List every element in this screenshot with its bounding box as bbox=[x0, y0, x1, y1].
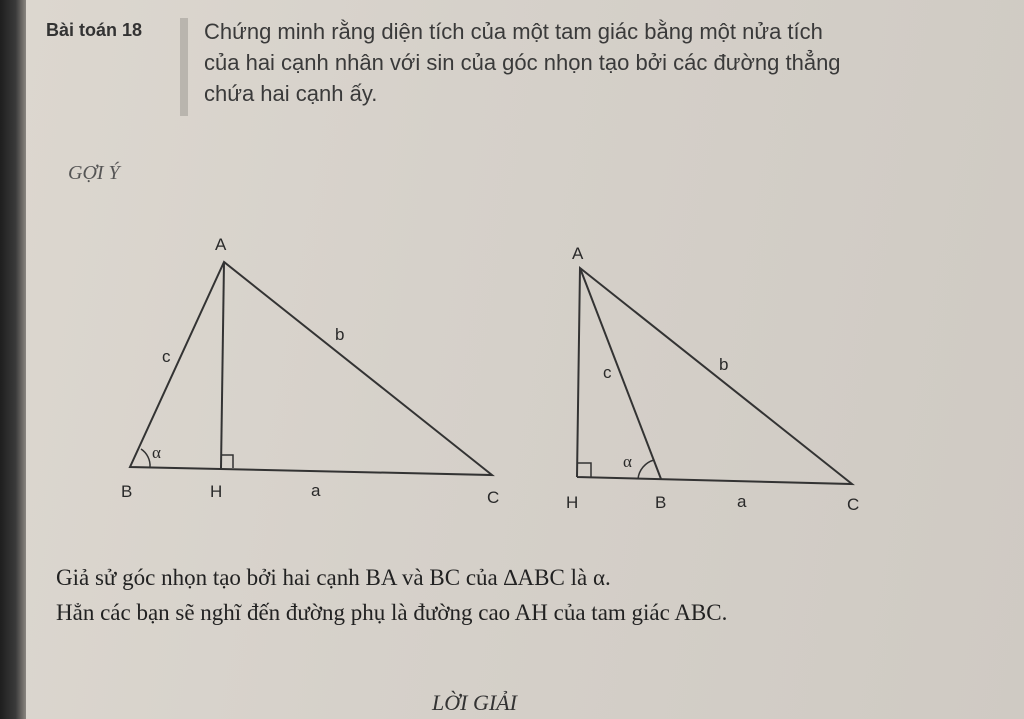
fig1-vertex-b: B bbox=[121, 482, 133, 501]
problem-line: chứa hai cạnh ấy. bbox=[204, 81, 378, 106]
body-line: Hẳn các bạn sẽ nghĩ đến đường phụ là đường cao AH của tam giác ABC. bbox=[56, 600, 728, 625]
figure-1 bbox=[130, 262, 492, 475]
fig2-side-a: a bbox=[737, 492, 747, 511]
hint-body bbox=[56, 560, 996, 630]
fig2-vertex-h: H bbox=[566, 493, 579, 512]
hint-title: GỢI Ý bbox=[68, 162, 120, 184]
figure-2 bbox=[577, 268, 852, 484]
fig1-side-b: b bbox=[335, 325, 345, 344]
altitude-ah-1 bbox=[221, 262, 224, 468]
fig2-angle-alpha: α bbox=[623, 452, 632, 471]
fig2-vertex-c: C bbox=[847, 495, 860, 514]
fig1-angle-alpha: α bbox=[152, 443, 161, 462]
fig2-side-b: b bbox=[719, 355, 729, 374]
right-angle-mark-1 bbox=[221, 455, 233, 468]
problem-line: Chứng minh rằng diện tích của một tam giác bằng một nửa tích bbox=[204, 19, 823, 44]
triangle-abc-1 bbox=[130, 262, 492, 475]
fig1-vertex-h: H bbox=[210, 482, 223, 501]
fig2-vertex-b: B bbox=[655, 493, 667, 512]
problem-label: Bài toán 18 bbox=[46, 20, 143, 40]
angle-arc-1 bbox=[141, 449, 150, 467]
fig2-side-c: c bbox=[603, 363, 612, 382]
right-angle-mark-2 bbox=[577, 463, 591, 477]
problem-line: của hai cạnh nhân với sin của góc nhọn tạo bởi các đường thẳng bbox=[204, 50, 841, 75]
fig1-side-a: a bbox=[311, 481, 321, 500]
fig1-side-c: c bbox=[162, 347, 171, 366]
body-line: Giả sử góc nhọn tạo bởi hai cạnh BA và BC của ∆ABC là α. bbox=[56, 565, 611, 590]
fig1-vertex-a: A bbox=[215, 235, 227, 254]
fig2-vertex-a: A bbox=[572, 244, 584, 263]
angle-arc-2 bbox=[638, 460, 654, 479]
fig1-vertex-c: C bbox=[487, 488, 500, 507]
solution-title: LỜI GIẢI bbox=[432, 690, 517, 715]
triangle-outline-2 bbox=[577, 268, 852, 484]
